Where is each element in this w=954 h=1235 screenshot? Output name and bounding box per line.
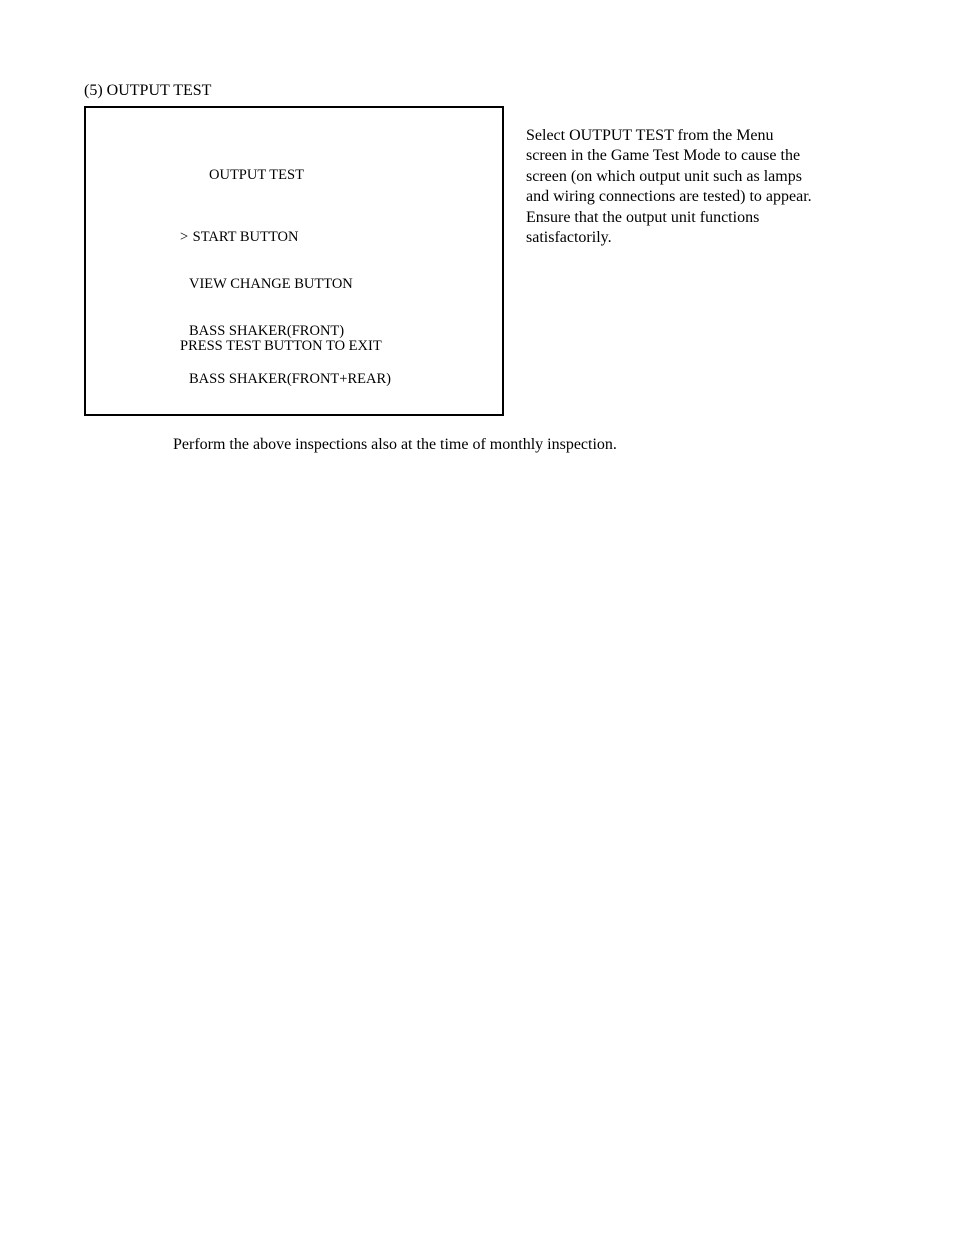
menu-item-label: BASS SHAKER(FRONT) [189,323,345,340]
menu-item-label: START BUTTON [192,228,299,245]
section-heading: (5) OUTPUT TEST [84,82,212,99]
description-line: satisfactorily. [526,229,612,247]
description-line: and wiring connections are tested) to appear. [526,188,812,206]
description-line: Select OUTPUT TEST from the Menu [526,127,774,144]
menu-list [180,198,391,419]
footer-note: Perform the above inspections also at the time of monthly inspection. [173,436,617,453]
menu-item-start-button [180,230,391,246]
menu-item-bass-shaker-front-rear [180,372,391,388]
description-line: Ensure that the output unit functions [526,208,760,226]
menu-item-view-change-button [180,277,391,293]
exit-instruction: PRESS TEST BUTTON TO EXIT [180,338,382,354]
menu-item-label: VIEW CHANGE BUTTON [189,275,353,292]
menu-item-label: BASS SHAKER(FRONT+REAR) [189,370,391,387]
output-test-screen [84,106,504,416]
description-line: screen (on which output unit such as lamps [526,167,802,185]
description-paragraph [526,126,846,248]
screen-title: OUTPUT TEST [209,167,304,183]
selection-cursor: > [180,228,189,245]
description-line: screen in the Game Test Mode to cause the [526,147,801,165]
